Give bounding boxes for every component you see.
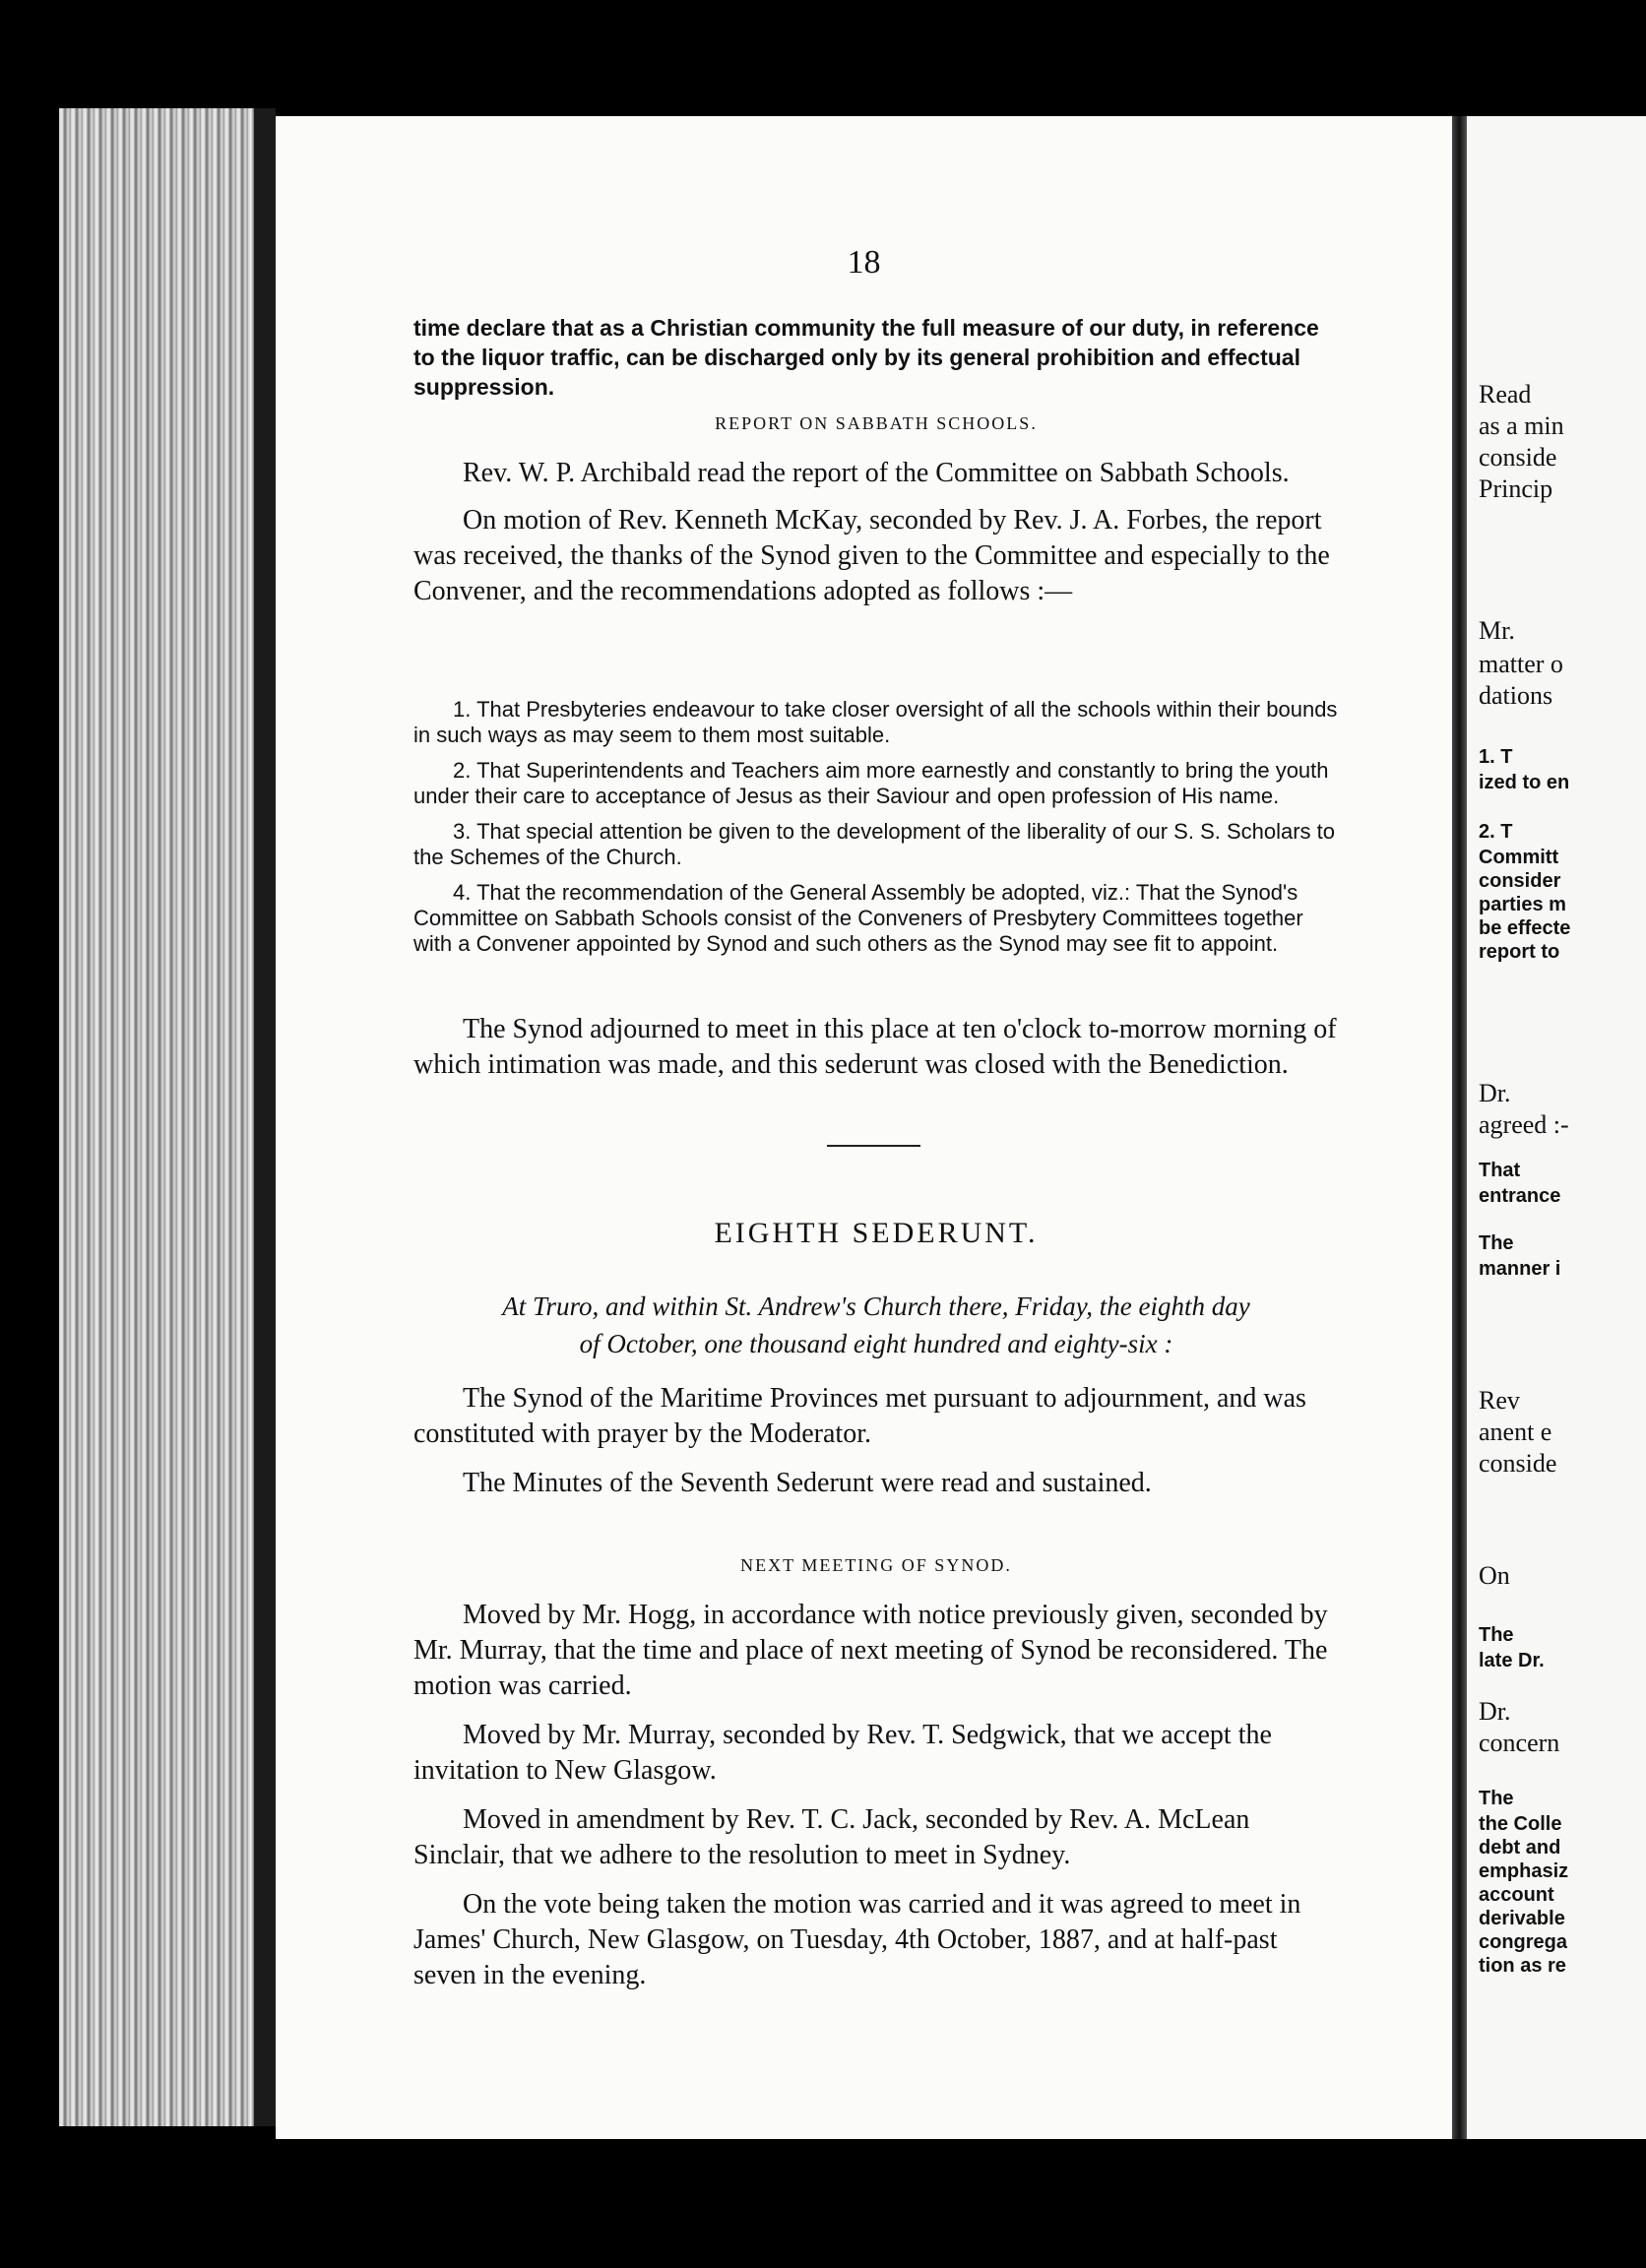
right-page-line: Dr.: [1479, 1697, 1511, 1726]
section-heading-sabbath-schools: REPORT ON SABBATH SCHOOLS.: [715, 413, 1038, 433]
right-page-line: matter o: [1479, 650, 1563, 678]
right-page-line: entrance: [1479, 1185, 1561, 1207]
right-page-line: dations: [1479, 681, 1553, 710]
right-page-line: congrega: [1479, 1931, 1568, 1953]
adjournment-block: [413, 1012, 1339, 1083]
section-heading-next-meeting: NEXT MEETING OF SYNOD.: [740, 1555, 1012, 1575]
right-page-line: tion as re: [1479, 1955, 1566, 1977]
sederunt-place-date: [413, 1288, 1339, 1362]
right-page-line: The: [1479, 1788, 1514, 1809]
right-page-line: The: [1479, 1624, 1514, 1646]
right-page-line: manner i: [1479, 1258, 1561, 1280]
right-page-line: the Colle: [1479, 1813, 1562, 1835]
book-page-edges: [59, 108, 276, 2126]
right-page-line: ized to en: [1479, 772, 1570, 793]
paragraph-amendment-jack: Moved in amendment by Rev. T. C. Jack, seconded by Rev. A. McLean Sinclair, that we adhere to the resolution to meet in Sydney.: [413, 1804, 1250, 1870]
page-number: 18: [847, 244, 881, 281]
right-page-line: The: [1479, 1232, 1514, 1254]
right-page-line: Mr.: [1479, 616, 1515, 645]
right-page-line: Dr.: [1479, 1079, 1511, 1107]
recommendation-item: 1. That Presbyteries endeavour to take closer oversight of all the schools within their bounds in such ways as may seem to them most suitable.: [413, 697, 1338, 747]
right-page-line: late Dr.: [1479, 1650, 1545, 1671]
paragraph-motion-mckay: On motion of Rev. Kenneth McKay, seconded by Rev. J. A. Forbes, the report was received, the thanks of the Synod given to the Committee and especially to the Convener, and the recommendations adopted as follows :—: [413, 505, 1330, 606]
right-page-line: debt and: [1479, 1837, 1561, 1858]
sabbath-section-body: [413, 456, 1339, 609]
paragraph-minutes: The Minutes of the Seventh Sederunt were read and sustained.: [463, 1468, 1152, 1498]
paragraph-synod-met: The Synod of the Maritime Provinces met pursuant to adjournment, and was constituted with prayer by the Moderator.: [413, 1383, 1306, 1449]
opening-paragraph: time declare that as a Christian community the full measure of our duty, in reference to the liquor traffic, can be discharged only by its general prohibition and effectual suppression.: [413, 315, 1319, 400]
right-page-line: conside: [1479, 1449, 1557, 1478]
right-page-line: emphasiz: [1479, 1860, 1569, 1882]
right-page-partial: [1467, 116, 1646, 2139]
paragraph-moved-hogg: Moved by Mr. Hogg, in accordance with notice previously given, seconded by Mr. Murray, that the time and place of next meeting of Synod be reconsidered. The motion was carried.: [413, 1600, 1328, 1701]
recommendation-item: 2. That Superintendents and Teachers aim more earnestly and constantly to bring the youth under their care to acceptance of Jesus as their Saviour and open profession of His name.: [413, 758, 1329, 808]
right-page-line: account: [1479, 1884, 1554, 1906]
paragraph-adjournment: The Synod adjourned to meet in this place at ten o'clock to-morrow morning of which intimation was made, and this sederunt was closed with the Benediction.: [413, 1014, 1337, 1080]
right-page-line: That: [1479, 1160, 1521, 1181]
right-page-line: Committ: [1479, 847, 1559, 868]
right-page-line: Princip: [1479, 474, 1553, 503]
right-page-line: conside: [1479, 443, 1557, 472]
recommendation-item: 3. That special attention be given to the development of the liberality of our S. S. Scholars to the Schemes of the Church.: [413, 819, 1336, 869]
right-page-line: derivable: [1479, 1908, 1565, 1929]
right-page-line: On: [1479, 1561, 1510, 1590]
sederunt-title: EIGHTH SEDERUNT.: [714, 1217, 1039, 1249]
paragraph-moved-murray: Moved by Mr. Murray, seconded by Rev. T. Sedgwick, that we accept the invitation to New Glasgow.: [413, 1720, 1272, 1786]
right-page-line: consider: [1479, 870, 1561, 892]
right-page-line: parties m: [1479, 894, 1566, 915]
right-page-line: agreed :-: [1479, 1110, 1569, 1139]
right-page-line: be effecte: [1479, 917, 1571, 939]
right-page-line: Read: [1479, 380, 1532, 409]
right-page-line: 2. T: [1479, 821, 1513, 843]
recommendation-item: 4. That the recommendation of the General Assembly be adopted, viz.: That the Synod's Committee on Sabbath Schools consist of the Conveners of Presbytery Committees together with a Convener appointed by Synod and such others as the Synod may see fit to appoint.: [413, 880, 1303, 956]
paragraph-vote-result: On the vote being taken the motion was carried and it was agreed to meet in James' Church, New Glasgow, on Tuesday, 4th October, 1887, and at half-past seven in the evening.: [413, 1889, 1301, 1990]
next-meeting-body: [413, 1598, 1339, 1993]
paragraph-archibald: Rev. W. P. Archibald read the report of the Committee on Sabbath Schools.: [463, 458, 1290, 488]
right-page-line: report to: [1479, 941, 1560, 963]
place-date-line: At Truro, and within St. Andrew's Church there, Friday, the eighth day: [502, 1292, 1250, 1321]
right-page-line: Rev: [1479, 1386, 1520, 1415]
section-divider: [827, 1145, 920, 1147]
right-page-line: as a min: [1479, 411, 1564, 440]
right-page-line: concern: [1479, 1729, 1560, 1757]
right-page-line: anent e: [1479, 1418, 1552, 1446]
right-page-line: 1. T: [1479, 746, 1513, 768]
place-date-line: of October, one thousand eight hundred and eighty-six :: [579, 1329, 1173, 1358]
left-page: [276, 116, 1452, 2139]
book-gutter: [1452, 116, 1467, 2139]
recommendations-list: [413, 697, 1339, 957]
sederunt-body: [413, 1381, 1339, 1501]
